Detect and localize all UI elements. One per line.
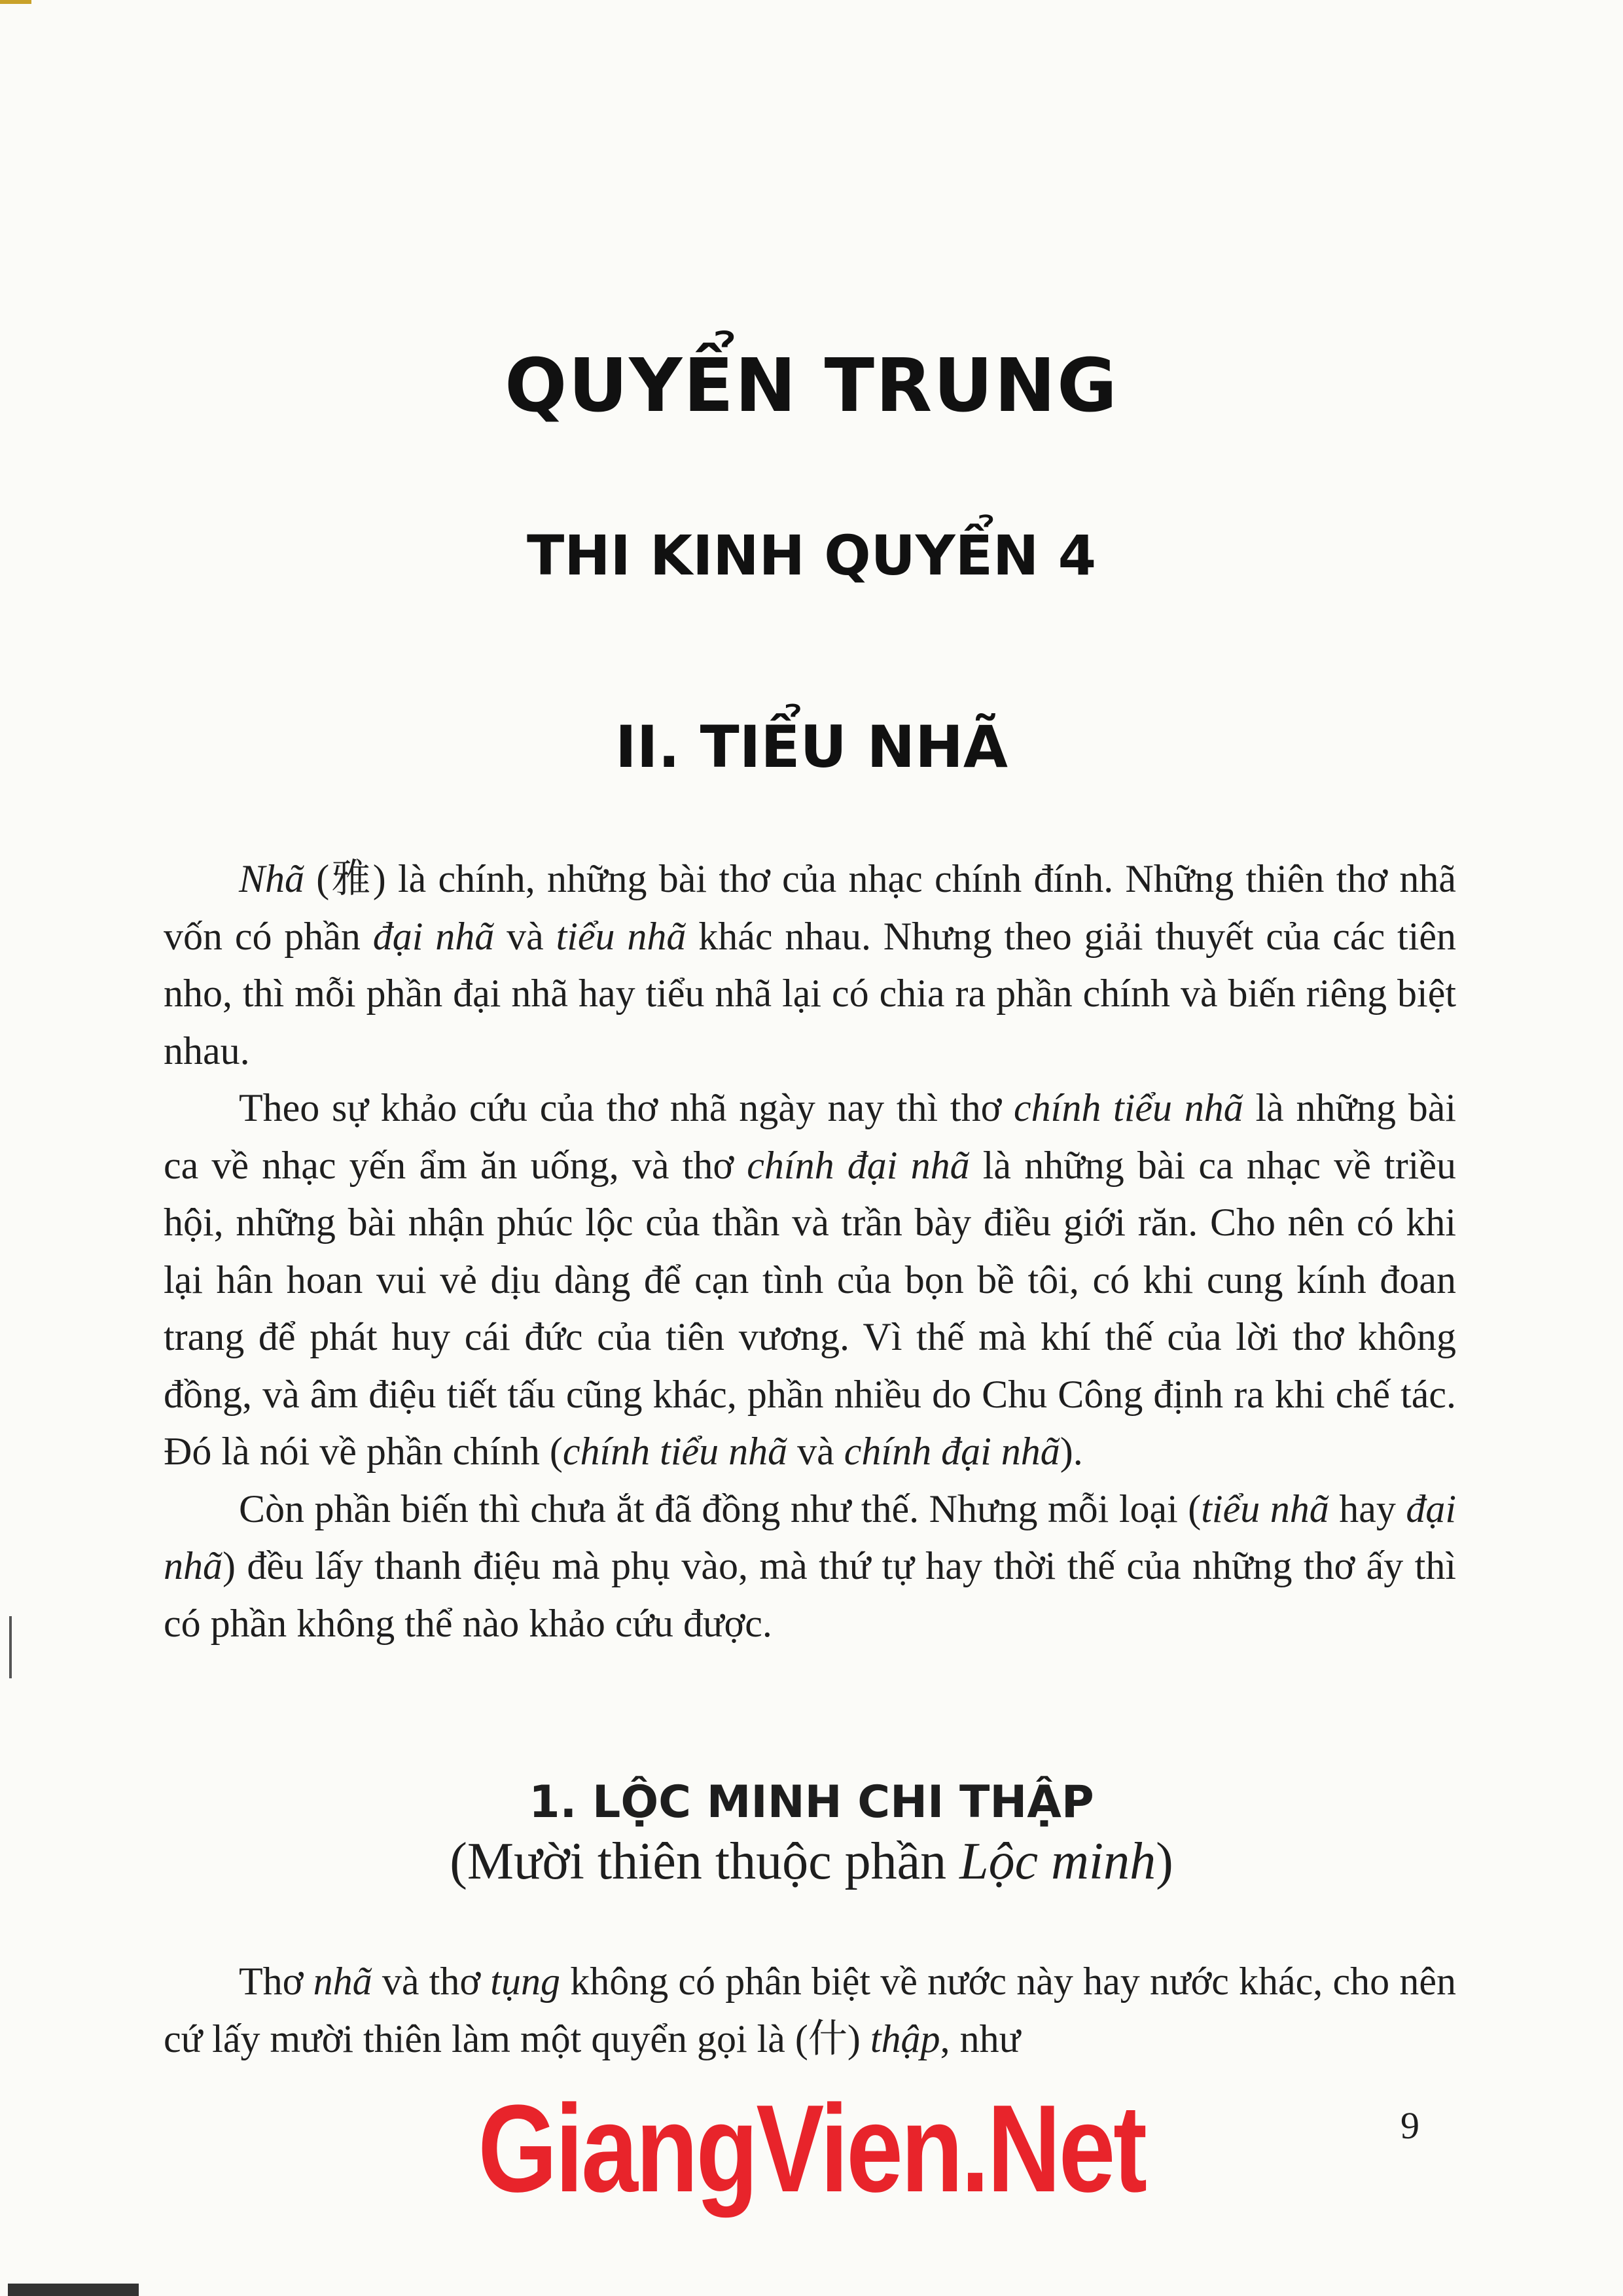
scan-mark-bottom-left [8, 2284, 139, 2296]
term-chinh-dai-nha: chính đại nhã [747, 1143, 970, 1187]
term-tieu-nha: tiểu nhã [556, 914, 687, 958]
text-run: và thơ [372, 1960, 491, 2003]
term-nha: Nhã [239, 857, 305, 900]
section-text [164, 1953, 1456, 2068]
term-dai-nha: đại nhã [164, 1487, 1456, 1587]
text-run: ) đều lấy thanh điệu mà phụ vào, mà thứ tự hay thời thế của những thơ ấy thì có phần không thể nào khảo cứu được. [164, 1544, 1456, 1645]
term-tieu-nha: tiểu nhã [1201, 1487, 1329, 1530]
part-title: II. TIỂU NHÃ [615, 713, 1008, 781]
section-subtitle [0, 1832, 1623, 1892]
volume-title: QUYỂN TRUNG [505, 344, 1118, 429]
book-title: THI KINH QUYỂN 4 [526, 523, 1097, 588]
intro-paragraph-3 [164, 1481, 1456, 1653]
term-dai-nha: đại nhã [372, 914, 495, 958]
term-tung: tụng [490, 1960, 560, 2003]
term-chinh-dai-nha: chính đại nhã [844, 1430, 1060, 1473]
term-nha: nhã [313, 1960, 372, 2003]
text-run: và [494, 914, 556, 958]
term-chinh-tieu-nha: chính tiểu nhã [1014, 1086, 1243, 1129]
text-run: Theo sự khảo cứu của thơ nhã ngày nay thì thơ [239, 1086, 1014, 1129]
text-run: hay [1329, 1487, 1406, 1530]
intro-paragraph-2 [164, 1080, 1456, 1481]
section-title: 1. LỘC MINH CHI THẬP [529, 1776, 1094, 1828]
text-run: ). [1060, 1430, 1083, 1473]
term-chinh-tieu-nha: chính tiểu nhã [562, 1430, 788, 1473]
text-run: ) [1156, 1833, 1173, 1890]
text-run: và [787, 1430, 844, 1473]
scan-mark-top-left [0, 0, 31, 4]
term-loc-minh: Lộc minh [959, 1833, 1156, 1890]
intro-paragraph-1 [164, 851, 1456, 1080]
text-run: là những bài ca về nhạc yến ẩm ăn uống, và thơ [164, 1086, 1457, 1187]
section-paragraph [164, 1953, 1456, 2068]
text-run: (雅) là chính, những bài thơ của nhạc chính đính. Những thiên thơ nhã vốn có phần [164, 857, 1456, 958]
page-number: 9 [1400, 2104, 1419, 2147]
text-run: Còn phần biến thì chưa ắt đã đồng như thế. Nhưng mỗi loại ( [239, 1487, 1202, 1530]
text-run: khác nhau. Nhưng theo giải thuyết của các tiên nho, thì mỗi phần đại nhã hay tiểu nhã lại có chia ra phần chính và biến riêng biệt nhau. [164, 914, 1456, 1072]
scan-mark-left-edge [9, 1616, 12, 1678]
text-run: không có phân biệt về nước này hay nước khác, cho nên cứ lấy mười thiên làm một quyển gọi là (什) [164, 1960, 1456, 2060]
text-run: , như [940, 2017, 1021, 2060]
watermark-logo: GiangVien.Net [478, 2079, 1145, 2218]
text-run: Thơ [239, 1960, 313, 2003]
text-run: là những bài ca nhạc về triều hội, những bài nhận phúc lộc của thần và trần bày điều giới răn. Cho nên có khi lại hân hoan vui vẻ dịu dàng để cạn tình của bọn bề tôi, có khi cung kính đoan trang để phát huy cái đức của tiên vương. Vì thế mà khí thế của lời thơ không đồng, và âm điệu tiết tấu cũng khác, phần nhiều do Chu Công định ra khi chế tác. Đó là nói về phần chính ( [164, 1143, 1456, 1473]
term-thap: thập [870, 2017, 940, 2060]
intro-text [164, 851, 1456, 1652]
text-run: (Mười thiên thuộc phần [450, 1833, 960, 1890]
